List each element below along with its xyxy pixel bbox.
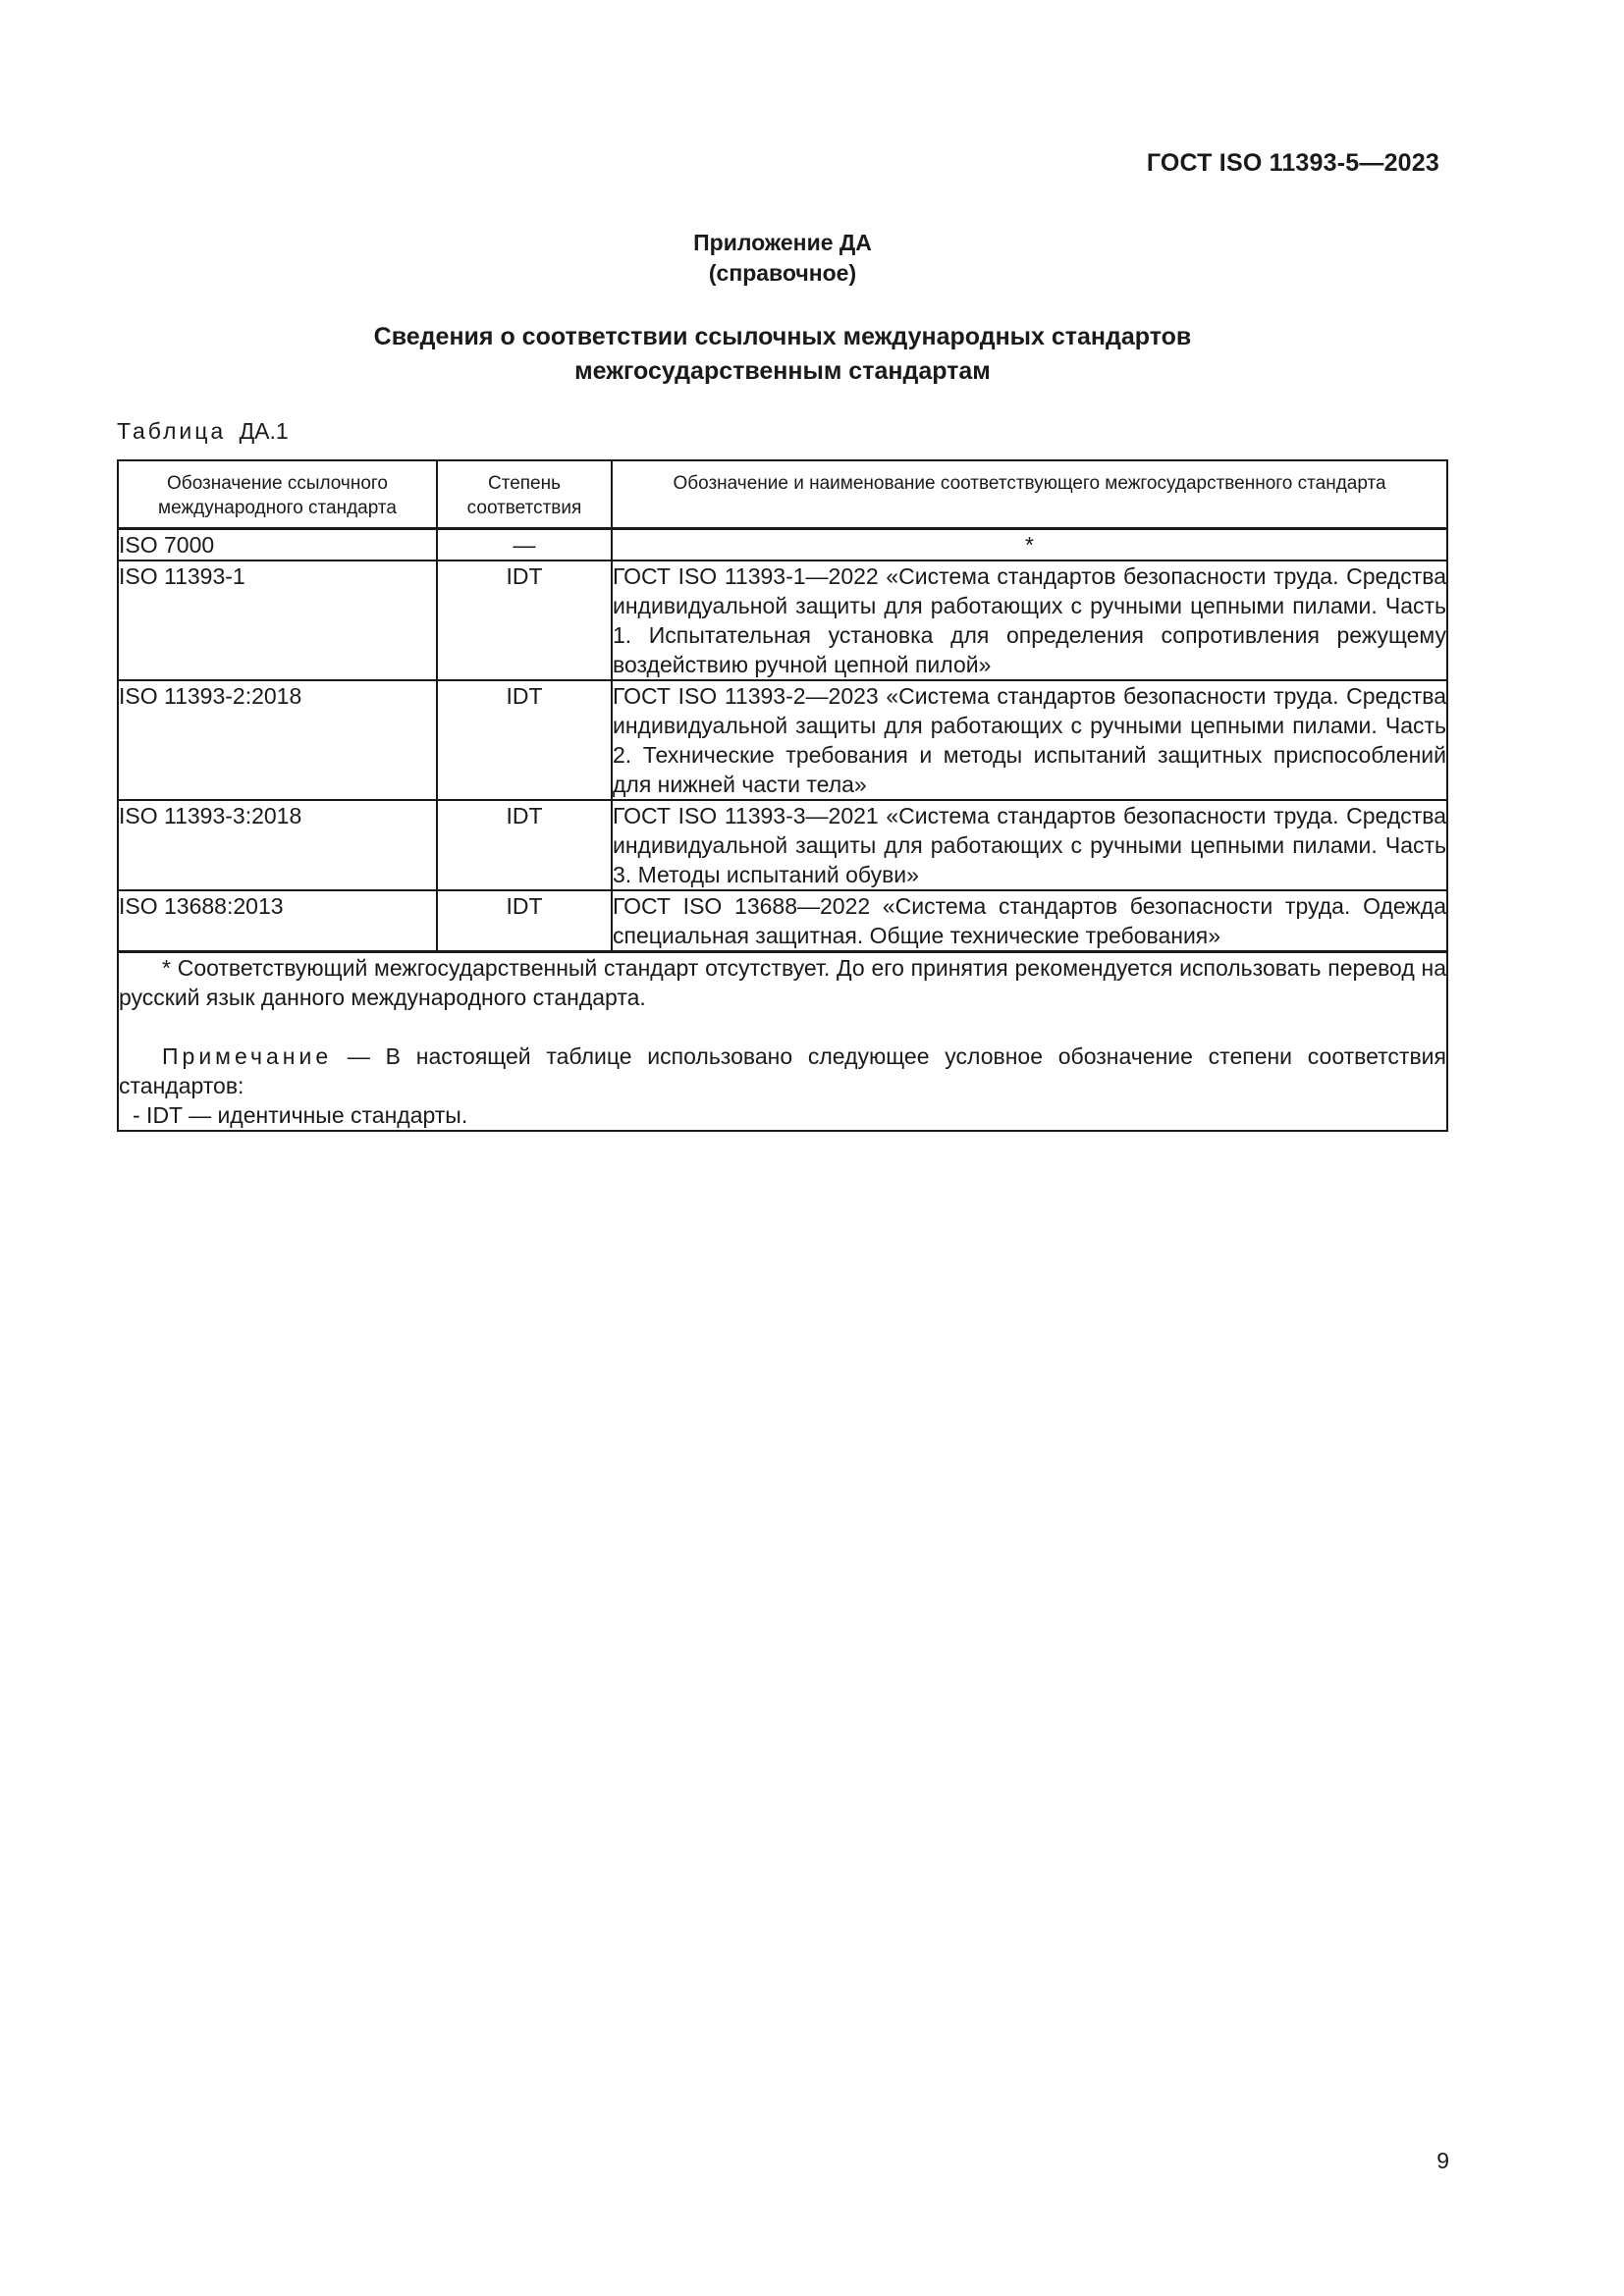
cell-gost: ГОСТ ISO 11393-2—2023 «Система стандартов безопасности труда. Средства индивидуальной защиты для работающих с ручными цепными пилами. Часть 2. Технические требования и методы испытаний защитных приспособлений для нижней части тела» <box>612 680 1447 800</box>
document-code: ГОСТ ISO 11393-5—2023 <box>1146 149 1439 177</box>
appendix-heading <box>0 228 1565 289</box>
table-row <box>118 890 1447 952</box>
column-header-gost: Обозначение и наименование соответствующего межгосударственного стандарта <box>612 460 1447 529</box>
table-row <box>118 680 1447 800</box>
table-row <box>118 529 1447 561</box>
cell-degree: IDT <box>437 561 612 680</box>
section-title-line-1: Сведения о соответствии ссылочных международных стандартов <box>373 323 1192 350</box>
table-notes-row <box>118 952 1447 1132</box>
cell-gost: ГОСТ ISO 13688—2022 «Система стандартов безопасности труда. Одежда специальная защитная. Общие технические требования» <box>612 890 1447 952</box>
cell-reference: ISO 11393-2:2018 <box>118 680 437 800</box>
table-footnote: * Соответствующий межгосударственный стандарт отсутствует. До его принятия рекомендуется использовать перевод на русский язык данного международного стандарта. <box>119 955 1446 1010</box>
table-note <box>119 1041 1446 1100</box>
table-notes <box>118 952 1447 1132</box>
cell-degree: IDT <box>437 680 612 800</box>
appendix-title: Приложение ДА <box>693 230 872 255</box>
cell-reference: ISO 13688:2013 <box>118 890 437 952</box>
cell-degree: IDT <box>437 800 612 890</box>
table-row <box>118 561 1447 680</box>
table-label-word: Таблица <box>117 418 227 444</box>
table-header-row <box>118 460 1447 529</box>
cell-gost: ГОСТ ISO 11393-3—2021 «Система стандартов безопасности труда. Средства индивидуальной защиты для работающих с ручными цепными пилами. Часть 3. Методы испытаний обуви» <box>612 800 1447 890</box>
note-list-item: - IDT — идентичные стандарты. <box>133 1102 468 1128</box>
table-label <box>117 418 289 445</box>
note-label: Примечание <box>162 1043 333 1069</box>
cell-reference: ISO 7000 <box>118 529 437 561</box>
column-header-reference: Обозначение ссылочного международного стандарта <box>118 460 437 529</box>
page-number: 9 <box>1436 2148 1449 2173</box>
cell-gost: * <box>612 529 1447 561</box>
column-header-degree: Степень соответствия <box>437 460 612 529</box>
table-label-number: ДА.1 <box>239 418 289 444</box>
cell-degree: IDT <box>437 890 612 952</box>
section-title <box>0 320 1565 389</box>
cell-gost: ГОСТ ISO 11393-1—2022 «Система стандартов безопасности труда. Средства индивидуальной защиты для работающих с ручными цепными пилами. Часть 1. Испытательная установка для определения сопротивления режущему воздействию ручной цепной пилой» <box>612 561 1447 680</box>
correspondence-table <box>117 459 1448 1132</box>
section-title-line-2: межгосударственным стандартам <box>574 357 991 385</box>
cell-reference: ISO 11393-3:2018 <box>118 800 437 890</box>
cell-degree: — <box>437 529 612 561</box>
table-row <box>118 800 1447 890</box>
cell-reference: ISO 11393-1 <box>118 561 437 680</box>
appendix-subtitle: (справочное) <box>708 260 857 286</box>
note-text: — В настоящей таблице использовано следующее условное обозначение степени соответствия стандартов: <box>119 1043 1446 1098</box>
